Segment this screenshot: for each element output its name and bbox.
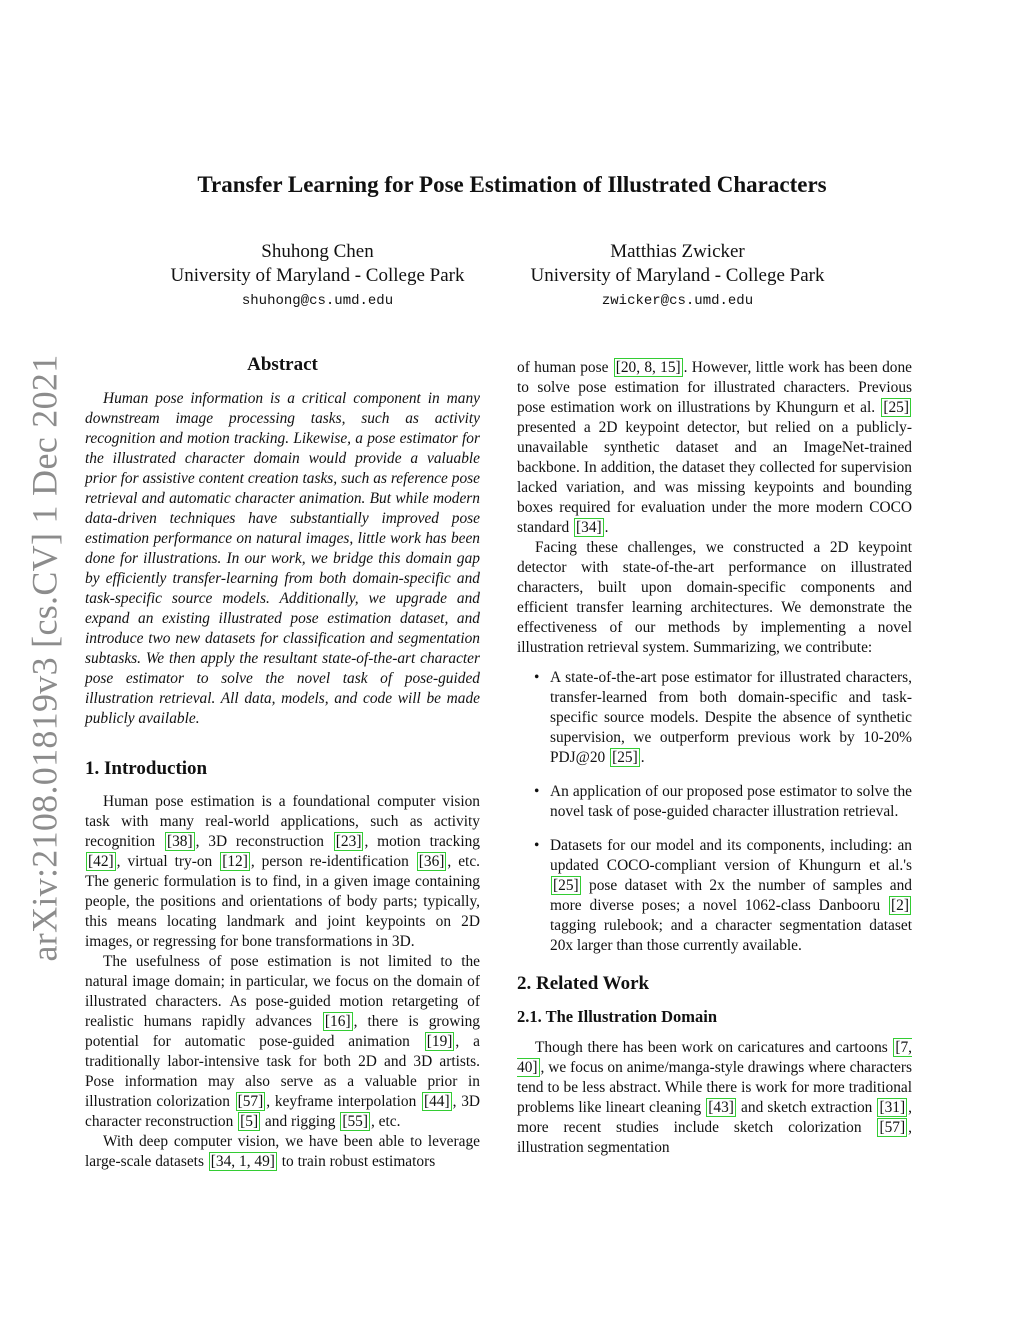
body-paragraph-2: Facing these challenges, we constructed a 2D keypoint detector with state-of-the-art performance on illustrated characters, built upon domain-specific components and efficient transfer learning architectures. We demonstrate the effectiveness of our methods by implementing a novel illustration retrieval system. Summarizing, we contribute: xyxy=(517,539,912,656)
citation-link[interactable]: [38] xyxy=(166,833,193,850)
author-name: Shuhong Chen xyxy=(261,241,374,262)
list-item-text: An application of our proposed pose estimator to solve the novel task of pose-guided character illustration retrieval. xyxy=(550,783,912,820)
author-email: shuhong@cs.umd.edu xyxy=(241,293,394,309)
citation-link[interactable]: [5] xyxy=(240,1113,259,1130)
list-item: • An application of our proposed pose estimator to solve the novel task of pose-guided character illustration retrieval. xyxy=(534,783,912,820)
citation-link[interactable]: [19] xyxy=(426,1033,453,1050)
citation-link[interactable]: [57] xyxy=(237,1093,264,1110)
contribution-list xyxy=(517,668,912,956)
list-item: • A state-of-the-art pose estimator for illustrated characters, transfer-learned from both domain-specific and task-specific source models. Despite the absence of synthetic supervision, we outperform previous work by 10-20% PDJ@20 [25] . xyxy=(534,669,912,766)
citation-link[interactable]: [34, 1, 49] xyxy=(210,1153,275,1170)
related-work-heading: 2. Related Work xyxy=(517,973,650,994)
citation-link[interactable]: [55] xyxy=(342,1113,368,1130)
citation-link[interactable]: [23] xyxy=(335,833,362,850)
citation-link[interactable]: [42] xyxy=(88,853,114,870)
paper-title: Transfer Learning for Pose Estimation of Illustrated Characters xyxy=(197,172,827,197)
list-item: • Datasets for our model and its components, including: an updated COCO-compliant version of Khungurn et al.'s [25] pose dataset with 2x the number of samples and more diverse poses; a novel 1062-class Danbooru [2] tagging rulebook; and a character segmentation dataset 20x larger than those currently available. xyxy=(534,837,912,954)
body-paragraph-3: Though there has been work on caricatures and cartoons [7, 40] , we focus on anime/manga-style drawings where characters tend to be less abstract. While there is work for more traditional problems like lineart cleaning [43] and sketch extraction [31] , more recent studies include sketch colorization [57] , illustration segmentation xyxy=(517,1039,912,1156)
abstract-heading: Abstract xyxy=(247,354,318,375)
citation-link[interactable]: [34] xyxy=(576,519,602,536)
author-1 xyxy=(140,240,495,314)
arxiv-watermark xyxy=(24,354,64,961)
intro-paragraph-1: Human pose estimation is a foundational computer vision task with many real-world applications, such as activity recognition [38] , 3D reconstruction [23] , motion tracking [42] , virtual try-on [12] , person re-identification [36] , etc. The generic formulation is to find, in a given image containing people, the positions and orientations of body parts; typically, this means locating landmark and joint keypoints on 2D images, or regressing for bone transformations in 3D. xyxy=(85,793,481,950)
citation-link[interactable]: [44] xyxy=(423,1093,450,1110)
author-affiliation: University of Maryland - College Park xyxy=(530,265,825,286)
right-column xyxy=(517,358,912,1158)
citation-link[interactable]: [20, 8, 15] xyxy=(615,359,681,376)
intro-heading: 1. Introduction xyxy=(85,758,208,779)
abstract-text: Human pose information is a critical component in many downstream image processing tasks, such as activity recognition and motion tracking. Likewise, a pose estimator for the illustrated character domain would provide a valuable prior for assistive content creation tasks, such as reference pose retrieval and automatic character animation. But while modern data-driven techniques have substantially improved pose estimation performance on natural images, little work has been done for illustrations. In our work, we bridge this domain gap by efficiently transfer-learning from both domain-specific and task-specific source models. Additionally, we upgrade and expand an existing illustrated pose estimation dataset, and introduce two new datasets for classification and segmentation subtasks. We then apply the resultant state-of-the-art character pose estimator to solve the novel task of pose-guided illustration retrieval. All data, models, and code will be made publicly available. xyxy=(85,390,480,727)
abstract-section xyxy=(85,355,480,729)
citation-link[interactable]: [57] xyxy=(879,1119,906,1136)
left-column xyxy=(85,355,480,1172)
intro-paragraph-3: With deep computer vision, we have been able to leverage large-scale datasets [34, 1, 49] to train robust estimators xyxy=(85,1133,480,1170)
citation-link[interactable]: [7, 40] xyxy=(517,1039,912,1076)
author-name: Matthias Zwicker xyxy=(610,241,745,262)
intro-paragraph-2: The usefulness of pose estimation is not limited to the natural image domain; in particular, we focus on the domain of illustrated characters. As pose-guided motion retargeting of realistic humans rapidly advances [16] , there is growing potential for automatic pose-guided animation [19] , a traditionally labor-intensive task for both 2D and 3D artists. Pose information may also serve as a valuable prior in illustration colorization [57] , keyframe interpolation [44] , 3D character reconstruction [5] and rigging [55] , etc. xyxy=(85,953,481,1130)
citation-link[interactable]: [31] xyxy=(879,1099,906,1116)
citation-link[interactable]: [25] xyxy=(883,399,909,416)
author-affiliation: University of Maryland - College Park xyxy=(170,265,465,286)
citation-link[interactable]: [2] xyxy=(891,897,909,914)
body-paragraph-1: of human pose [20, 8, 15] . However, little work has been done to solve pose estimation for illustrated characters. Previous pose estimation work on illustrations by Khungurn et al. [25] presented a 2D keypoint detector, but relied on a publicly-unavailable synthetic dataset and an ImageNet-trained backbone. In addition, the dataset they collected for supervision lacked variation, and was missing keypoints and bounding boxes required for evaluation under the more modern COCO standard [34] . xyxy=(517,359,912,536)
citation-link[interactable]: [16] xyxy=(324,1013,351,1030)
citation-link[interactable]: [25] xyxy=(612,749,638,766)
arxiv-id: arXiv:2108.01819v3 [cs.CV] 1 Dec 2021 xyxy=(24,354,64,961)
citation-link[interactable]: [43] xyxy=(708,1099,734,1116)
list-item-text: Datasets for our model and its components, including: an updated COCO-compliant version of Khungurn et al.'s [25] pose dataset with 2x the number of samples and more diverse poses; a novel 1062-class Danbooru [2] tagging rulebook; and a character segmentation dataset 20x larger than those currently available. xyxy=(550,837,912,954)
author-email: zwicker@cs.umd.edu xyxy=(601,293,754,309)
citation-link[interactable]: [12] xyxy=(222,853,248,870)
citation-link[interactable]: [36] xyxy=(418,853,445,870)
citation-link[interactable]: [25] xyxy=(553,877,579,894)
author-2 xyxy=(505,240,850,314)
list-item-text: A state-of-the-art pose estimator for illustrated characters, transfer-learned from both domain-specific and task-specific source models. Despite the absence of synthetic supervision, we outperform previous work by 10-20% PDJ@20 [25] . xyxy=(550,669,912,766)
illustration-domain-heading: 2.1. The Illustration Domain xyxy=(517,1007,718,1026)
